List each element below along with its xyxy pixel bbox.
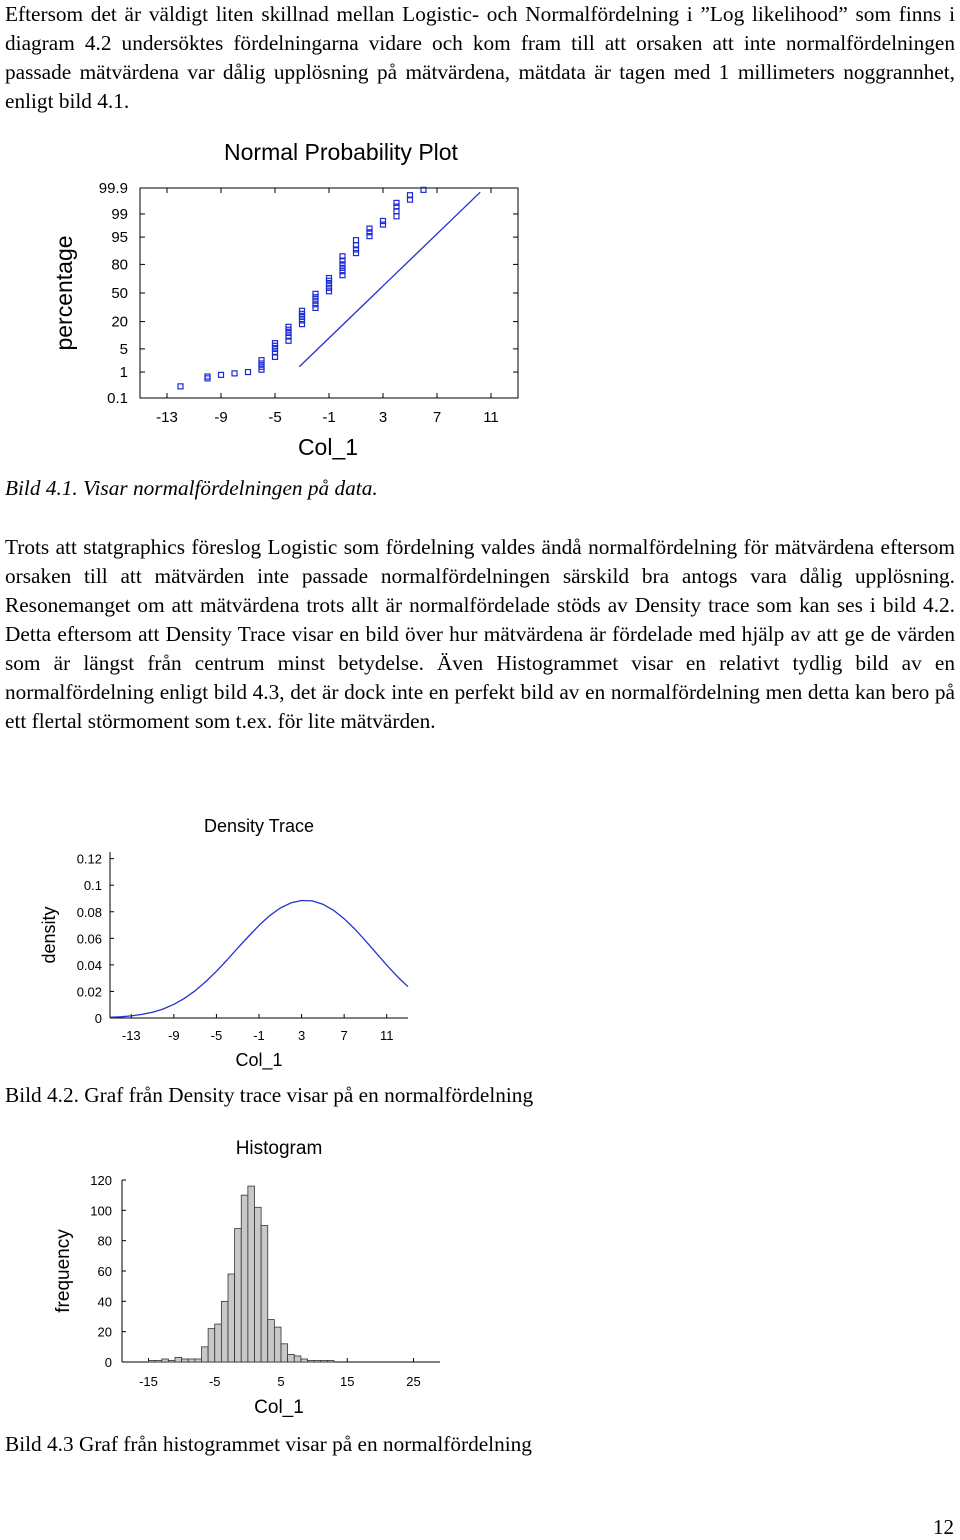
histogram-bar bbox=[149, 1360, 156, 1362]
histogram-bar bbox=[241, 1195, 248, 1362]
paragraph-analysis: Trots att statgraphics föreslog Logistic som fördelning valdes ändå normalfördelning för mätvärdena eftersom orsaken till att mätvärden inte passade normalfördelningen särskild bra antogs vara dålig upplösning. Resonemanget om att mätvärdena trots allt är normalfördelade stöds av Density trace som kan ses i bild 4.2. Detta eftersom att Density Trace visar en bild över hur mätvärdena är fördelade med hjälp av att ge de värden som är längst från centrum minst betydelse. Även Histogrammet visar en relativt tydlig bild av en normalfördelning enligt bild 4.3, det är dock inte en perfekt bild av en normalfördelning men detta kan bero på ett flertal störmoment som t.ex. för lite mätvärden. bbox=[5, 535, 955, 733]
histogram-bar bbox=[221, 1301, 228, 1362]
histogram-bar bbox=[235, 1229, 242, 1362]
y-tick-label: 50 bbox=[111, 285, 128, 302]
y-tick-label: 99.9 bbox=[98, 180, 128, 197]
y-axis-label: density bbox=[39, 906, 59, 964]
y-tick-label: 40 bbox=[97, 1294, 112, 1310]
data-point bbox=[354, 238, 359, 243]
caption-figure-4-1: Bild 4.1. Visar normalfördelningen på data. bbox=[5, 476, 378, 500]
histogram-bar bbox=[208, 1329, 215, 1362]
data-point bbox=[286, 330, 291, 335]
x-tick-label: 3 bbox=[297, 1028, 306, 1043]
histogram-bar bbox=[188, 1359, 195, 1362]
y-tick-label: 0.08 bbox=[76, 904, 102, 920]
data-point bbox=[219, 372, 224, 377]
y-tick-label: 60 bbox=[97, 1264, 112, 1279]
histogram-bar bbox=[215, 1324, 222, 1362]
x-tick-label: 11 bbox=[379, 1028, 394, 1043]
x-tick-label: -5 bbox=[268, 409, 282, 426]
data-point bbox=[232, 371, 237, 376]
histogram-bar bbox=[182, 1359, 189, 1362]
y-tick-label: 0.12 bbox=[76, 851, 102, 867]
histogram-bar bbox=[301, 1359, 308, 1362]
y-tick-label: 1 bbox=[119, 364, 128, 382]
x-axis-label: Col_1 bbox=[254, 1397, 304, 1418]
data-point bbox=[381, 222, 386, 227]
x-tick-label: -5 bbox=[210, 1028, 223, 1043]
y-tick-label: 99 bbox=[111, 205, 128, 223]
data-point bbox=[205, 374, 210, 379]
histogram-bar bbox=[327, 1360, 334, 1362]
histogram-chart bbox=[40, 1130, 460, 1425]
y-tick-label: 20 bbox=[111, 313, 128, 331]
x-tick-label: 25 bbox=[406, 1374, 421, 1389]
data-point bbox=[381, 218, 386, 223]
plot-frame bbox=[140, 188, 518, 398]
y-tick-label: 20 bbox=[97, 1324, 112, 1340]
y-tick-label: 80 bbox=[111, 256, 128, 274]
histogram-bar bbox=[168, 1360, 175, 1362]
page-number: 12 bbox=[933, 1515, 954, 1539]
y-tick-label: 0.06 bbox=[76, 931, 102, 947]
x-tick-label: -9 bbox=[168, 1028, 180, 1043]
x-tick-label: 7 bbox=[340, 1028, 348, 1043]
data-point bbox=[340, 265, 345, 270]
x-tick-label: 11 bbox=[483, 409, 499, 426]
histogram-bar bbox=[261, 1226, 268, 1363]
y-tick-label: 95 bbox=[111, 229, 128, 247]
data-point bbox=[259, 361, 264, 366]
data-point bbox=[394, 214, 399, 219]
x-tick-label: 7 bbox=[432, 409, 442, 426]
y-axis-label: frequency bbox=[53, 1229, 74, 1313]
density-trace-chart bbox=[30, 810, 440, 1080]
data-point bbox=[313, 291, 318, 296]
x-tick-label: 5 bbox=[277, 1374, 285, 1389]
normal-probability-plot bbox=[40, 130, 540, 470]
data-point bbox=[313, 295, 318, 300]
caption-figure-4-3: Bild 4.3 Graf från histogrammet visar på en normalfördelning bbox=[5, 1432, 532, 1456]
data-point bbox=[354, 251, 359, 256]
x-tick-label: -9 bbox=[214, 409, 228, 426]
paragraph-intro: Eftersom det är väldigt liten skillnad mellan Logistic- och Normalfördelning i ”Log likelihood” som finns i diagram 4.2 undersöktes fördelningarna vidare och kom fram till att orsaken att inte normalfördelningen passade mätvärdena var dålig upplösning på mätvärdena, mätdata är tagen med 1 millimeters noggrannhet, enligt bild 4.1. bbox=[5, 2, 955, 113]
x-tick-label: -1 bbox=[322, 409, 336, 426]
y-axis-label: percentage bbox=[51, 235, 77, 351]
histogram-bar bbox=[248, 1186, 255, 1362]
data-point bbox=[327, 285, 332, 290]
y-tick-label: 100 bbox=[90, 1203, 112, 1219]
y-tick-label: 0.1 bbox=[83, 878, 102, 894]
data-point bbox=[205, 376, 210, 381]
y-tick-label: 120 bbox=[90, 1173, 112, 1188]
data-point bbox=[327, 289, 332, 294]
histogram-bar bbox=[195, 1359, 202, 1362]
histogram-bar bbox=[268, 1320, 275, 1362]
x-tick-label: -13 bbox=[156, 409, 178, 426]
data-point bbox=[313, 298, 318, 303]
x-axis-label: Col_1 bbox=[297, 434, 359, 460]
x-tick-label: 3 bbox=[378, 409, 388, 426]
histogram-bar bbox=[175, 1357, 182, 1362]
data-point bbox=[178, 384, 183, 389]
chart-title: Histogram bbox=[235, 1138, 323, 1159]
y-tick-label: 0.04 bbox=[76, 957, 102, 973]
histogram-bar bbox=[288, 1354, 295, 1362]
histogram-bar bbox=[308, 1360, 315, 1362]
x-tick-label: -15 bbox=[139, 1374, 158, 1389]
histogram-bar bbox=[314, 1360, 321, 1362]
x-tick-label: -5 bbox=[208, 1374, 221, 1389]
histogram-bar bbox=[162, 1359, 169, 1362]
y-tick-label: 0 bbox=[94, 1011, 102, 1026]
y-tick-label: 5 bbox=[119, 340, 128, 358]
chart-title: Normal Probability Plot bbox=[224, 139, 458, 165]
data-point bbox=[327, 282, 332, 287]
y-tick-label: 0 bbox=[104, 1355, 112, 1370]
chart-title: Density Trace bbox=[203, 816, 315, 836]
histogram-bar bbox=[255, 1207, 262, 1362]
caption-figure-4-2: Bild 4.2. Graf från Density trace visar på en normalfördelning bbox=[5, 1083, 534, 1107]
data-point bbox=[300, 314, 305, 319]
x-axis-label: Col_1 bbox=[235, 1050, 283, 1070]
histogram-bar bbox=[228, 1274, 235, 1362]
histogram-bar bbox=[321, 1360, 328, 1362]
histogram-bar bbox=[274, 1327, 281, 1362]
y-tick-label: 0.02 bbox=[76, 984, 102, 1000]
x-tick-label: -1 bbox=[253, 1028, 265, 1043]
density-curve bbox=[110, 901, 408, 1018]
y-tick-label: 80 bbox=[97, 1233, 112, 1249]
histogram-bar bbox=[202, 1347, 209, 1362]
x-tick-label: -13 bbox=[121, 1028, 141, 1043]
y-tick-label: 0.1 bbox=[107, 390, 128, 407]
data-point bbox=[246, 370, 251, 375]
histogram-bar bbox=[281, 1344, 288, 1362]
data-point bbox=[259, 358, 264, 363]
x-tick-label: 15 bbox=[340, 1374, 355, 1389]
histogram-bar bbox=[294, 1356, 301, 1362]
histogram-bar bbox=[155, 1360, 162, 1362]
